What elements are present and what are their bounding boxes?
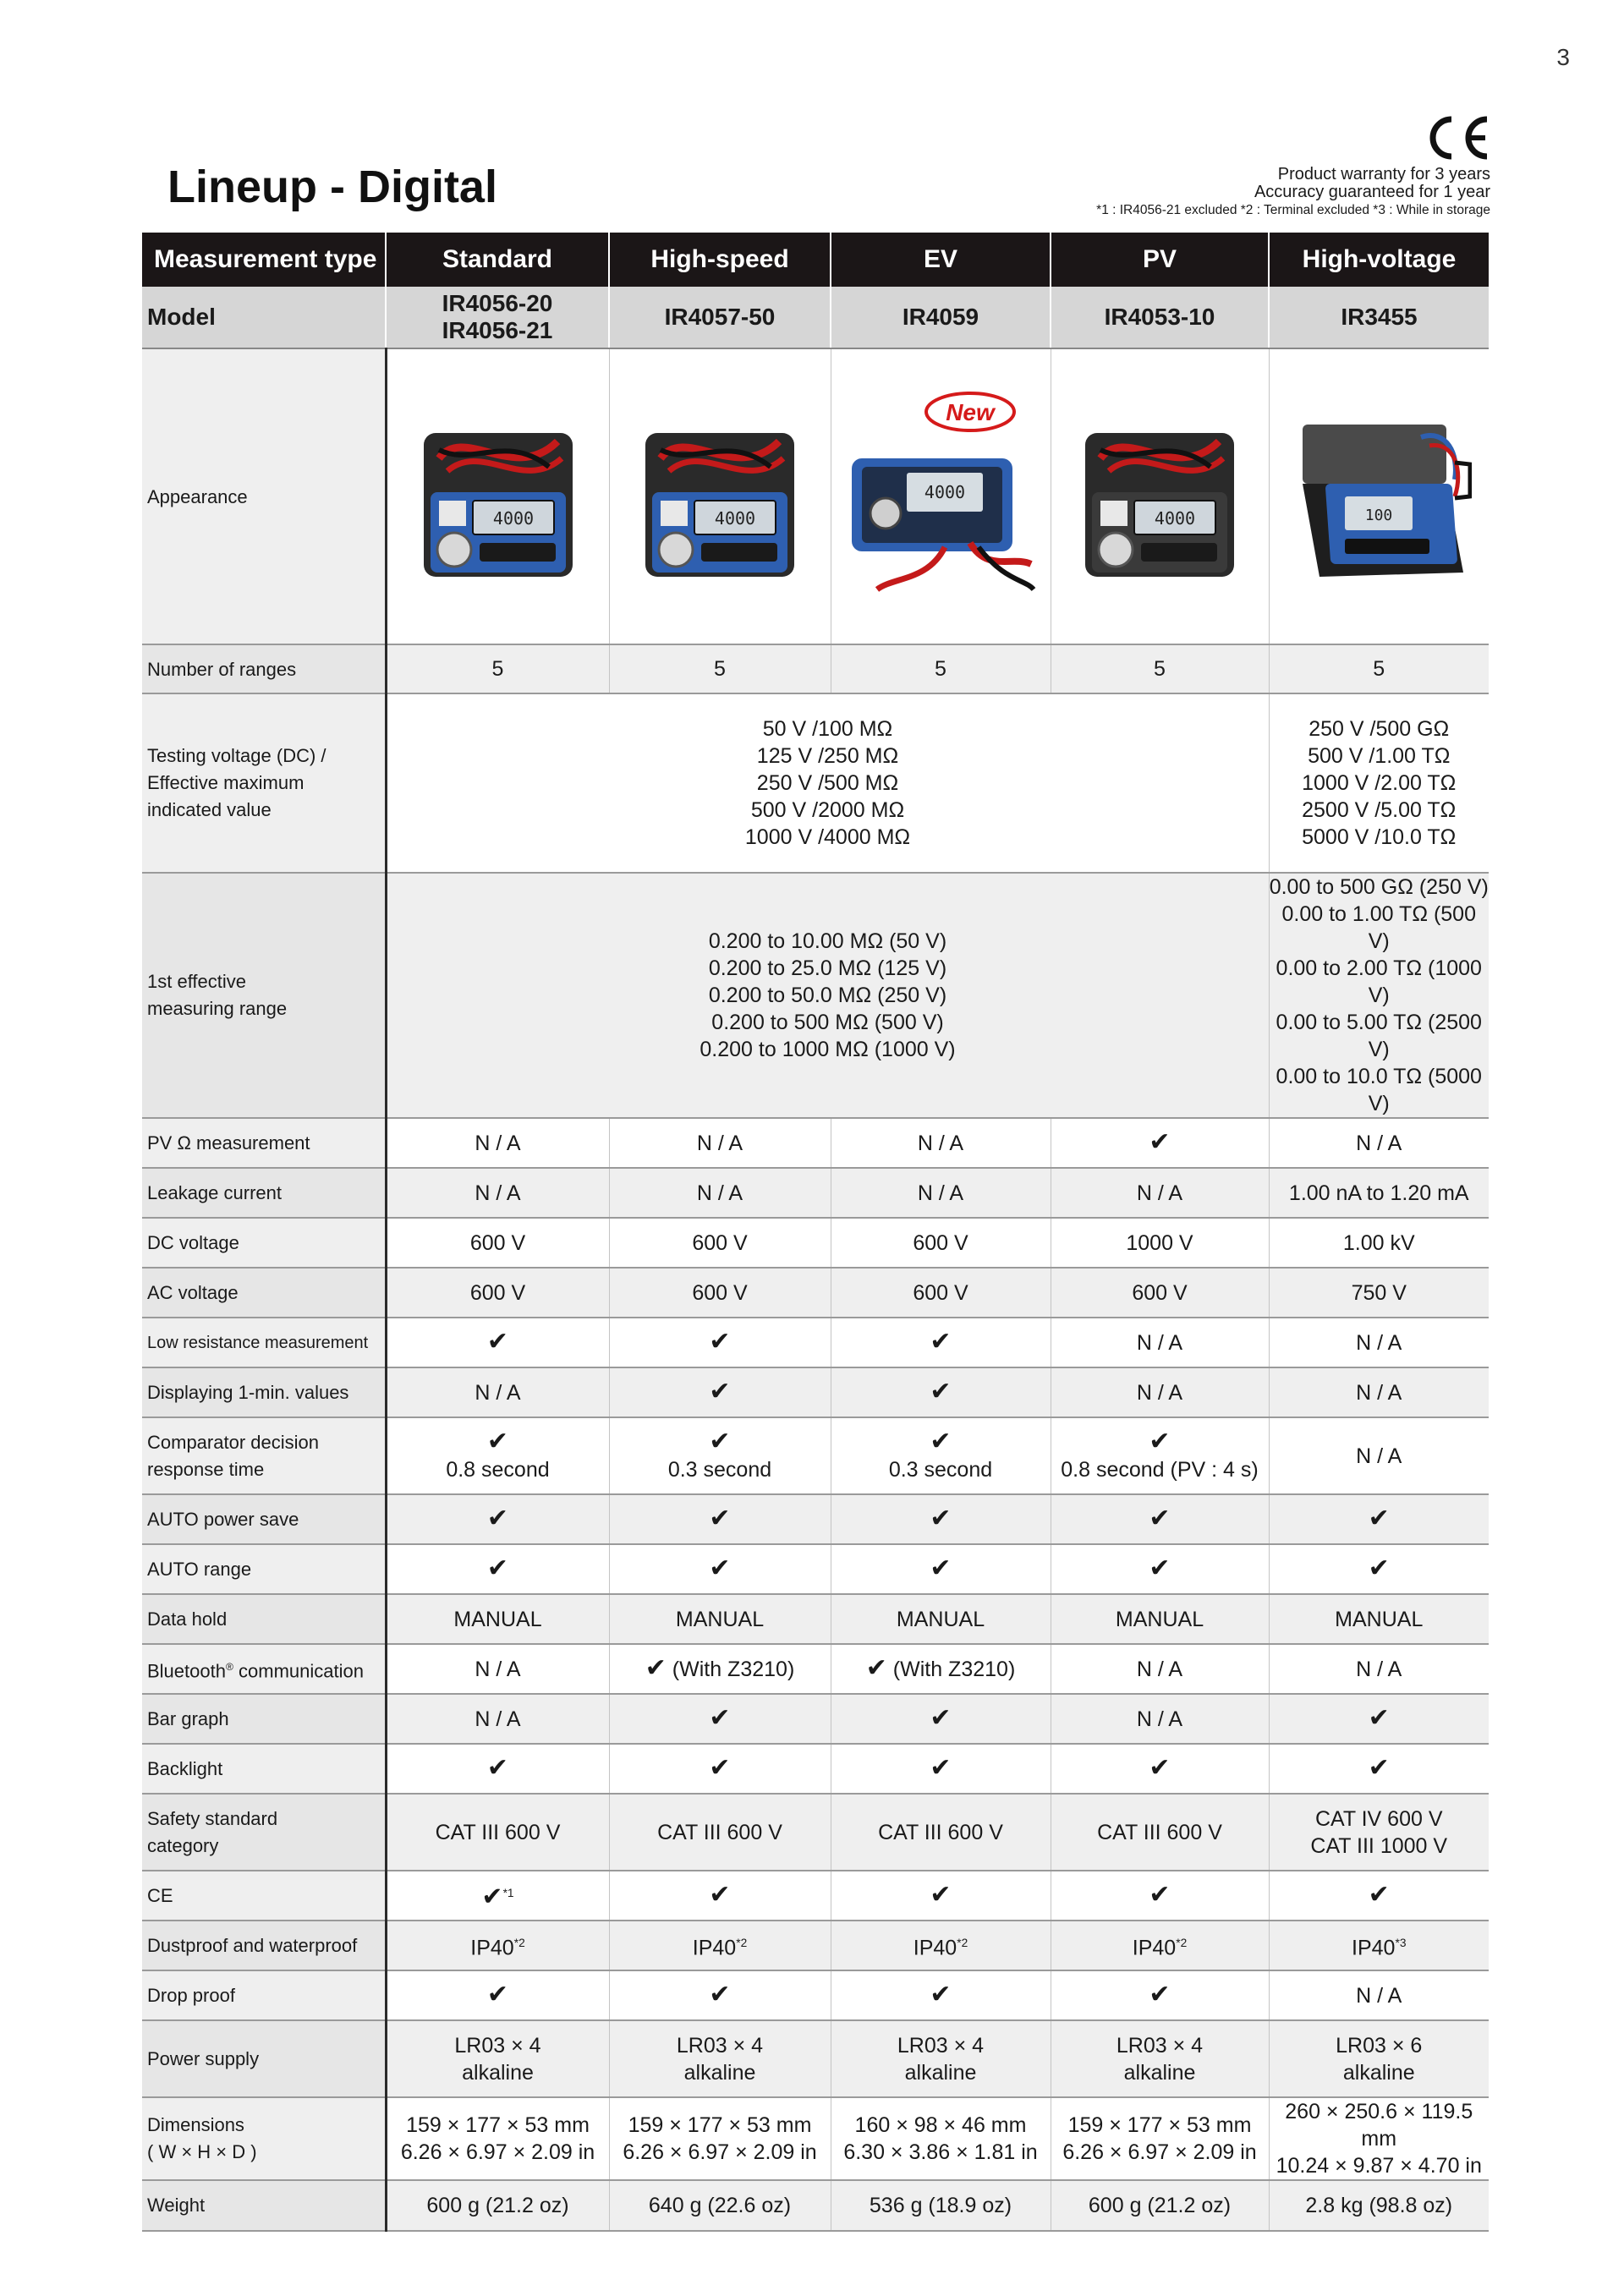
svg-text:4000: 4000 (1154, 508, 1196, 529)
notes (1096, 166, 1490, 219)
weight-value: 640 g (22.6 oz) (609, 2180, 831, 2231)
weight-value: 2.8 kg (98.8 oz) (1269, 2180, 1489, 2231)
data-hold-value: MANUAL (831, 1594, 1051, 1644)
auto-range-label: AUTO range (142, 1544, 386, 1594)
testing-voltage-common: 50 V /100 MΩ 125 V /250 MΩ 250 V /500 MΩ 500 V /2000 MΩ 1000 V /4000 MΩ (386, 693, 1269, 873)
dustproof-and-waterproof-value: IP40$^{*2}$ (1051, 1921, 1269, 1970)
displaying-1-min-values-row (142, 1367, 1489, 1417)
displaying-1-min-values-label: Displaying 1-min. values (142, 1367, 386, 1417)
power-supply-value: LR03 × 6 alkaline (1269, 2020, 1489, 2097)
pv-measurement-value: N / A (609, 1118, 831, 1168)
check-icon: ✔ (709, 1554, 731, 1582)
auto-range-value (1269, 1544, 1489, 1594)
safety-standard-value: CAT III 600 V (609, 1794, 831, 1871)
comparator-value: ✔ 0.3 second (831, 1417, 1051, 1494)
weight-row (142, 2180, 1489, 2231)
type-ev: EV (831, 233, 1051, 287)
backlight-value (1269, 1744, 1489, 1794)
check-icon: ✔ (486, 1427, 509, 1455)
leakage-current-value: N / A (1051, 1168, 1269, 1218)
check-icon: ✔ (1149, 1128, 1171, 1156)
check-icon: ✔ (709, 1504, 731, 1532)
displaying-1-min-values-value: N / A (1269, 1367, 1489, 1417)
backlight-label: Backlight (142, 1744, 386, 1794)
displaying-1-min-values-value: N / A (1051, 1367, 1269, 1417)
leakage-current-value: N / A (386, 1168, 609, 1218)
check-icon: ✔ (1149, 1754, 1171, 1782)
ranges-value: 5 (1269, 644, 1489, 693)
auto-power-save-row (142, 1494, 1489, 1544)
type-standard: Standard (386, 233, 609, 287)
pv-measurement-value: N / A (1269, 1118, 1489, 1168)
bar-graph-value (609, 1694, 831, 1744)
model-high-speed: IR4057-50 (609, 287, 831, 348)
displaying-1-min-values-value (609, 1367, 831, 1417)
bar-graph-value: N / A (1051, 1694, 1269, 1744)
ranges-label: Number of ranges (142, 644, 386, 693)
check-icon: ✔ (1368, 1504, 1390, 1532)
appearance-label: Appearance (142, 348, 386, 644)
power-supply-label: Power supply (142, 2020, 386, 2097)
type-high-speed: High-speed (609, 233, 831, 287)
model-standard: IR4056-20 IR4056-21 (386, 287, 609, 348)
model-row (142, 287, 1489, 348)
dustproof-and-waterproof-row (142, 1921, 1489, 1970)
check-icon: ✔ (1368, 1881, 1390, 1909)
bar-graph-value (831, 1694, 1051, 1744)
ac-voltage-value: 600 V (1051, 1268, 1269, 1318)
drop-proof-value (609, 1970, 831, 2020)
footnotes: *1 : IR4056-21 excluded *2 : Terminal excluded *3 : While in storage (1096, 203, 1490, 217)
testing-voltage-label: Testing voltage (DC) / Effective maximum indicated value (142, 693, 386, 873)
pv-measurement-value: N / A (831, 1118, 1051, 1168)
pv-measurement-value: N / A (386, 1118, 609, 1168)
accuracy-note: Accuracy guaranteed for 1 year (1254, 183, 1490, 201)
ac-voltage-value: 750 V (1269, 1268, 1489, 1318)
dustproof-and-waterproof-value: IP40$^{*2}$ (386, 1921, 609, 1970)
model-label: Model (142, 287, 386, 348)
bluetooth-communication-label: Bluetooth® communication (142, 1644, 386, 1694)
backlight-value (1051, 1744, 1269, 1794)
pv-measurement-row (142, 1118, 1489, 1168)
safety-standard-value: CAT IV 600 V CAT III 1000 V (1269, 1794, 1489, 1871)
weight-value: 536 g (18.9 oz) (831, 2180, 1051, 2231)
data-hold-label: Data hold (142, 1594, 386, 1644)
ranges-value: 5 (1051, 644, 1269, 693)
power-supply-value: LR03 × 4 alkaline (831, 2020, 1051, 2097)
leakage-current-row (142, 1168, 1489, 1218)
check-icon: ✔ (930, 1704, 952, 1732)
bluetooth-communication-value: ✔ (With Z3210) (609, 1644, 831, 1694)
low-resistance-measurement-row (142, 1318, 1489, 1367)
ce-row (142, 1871, 1489, 1921)
low-resistance-measurement-value (831, 1318, 1051, 1367)
comparator-value: ✔ 0.3 second (609, 1417, 831, 1494)
check-icon: ✔ (1368, 1754, 1390, 1782)
leakage-current-label: Leakage current (142, 1168, 386, 1218)
measuring-range-row (142, 873, 1489, 1118)
measurement-type-row (142, 233, 1489, 287)
dc-voltage-value: 1.00 kV (1269, 1218, 1489, 1268)
ranges-row (142, 644, 1489, 693)
check-icon: ✔ (930, 1554, 952, 1582)
data-hold-value: MANUAL (1051, 1594, 1269, 1644)
check-icon: ✔ (709, 1328, 731, 1356)
safety-standard-label: Safety standard category (142, 1794, 386, 1871)
meter-standard-image (414, 408, 583, 585)
bluetooth-communication-value: ✔ (With Z3210) (831, 1644, 1051, 1694)
low-resistance-measurement-value (609, 1318, 831, 1367)
comparator-row (142, 1417, 1489, 1494)
drop-proof-value (831, 1970, 1051, 2020)
ac-voltage-label: AC voltage (142, 1268, 386, 1318)
model-pv: IR4053-10 (1051, 287, 1269, 348)
dustproof-and-waterproof-value: IP40$^{*2}$ (831, 1921, 1051, 1970)
check-icon: ✔ (930, 1328, 952, 1356)
data-hold-row (142, 1594, 1489, 1644)
bluetooth-communication-value: N / A (386, 1644, 609, 1694)
drop-proof-value (386, 1970, 609, 2020)
check-icon: ✔ (930, 1378, 952, 1406)
check-icon: ✔ (486, 1328, 509, 1356)
low-resistance-measurement-value: N / A (1269, 1318, 1489, 1367)
ce-mark-icon (1424, 114, 1490, 162)
dc-voltage-value: 1000 V (1051, 1218, 1269, 1268)
auto-power-save-label: AUTO power save (142, 1494, 386, 1544)
auto-power-save-value (1051, 1494, 1269, 1544)
appearance-high-voltage (1269, 348, 1489, 644)
backlight-value (609, 1744, 831, 1794)
ce-value (1269, 1871, 1489, 1921)
comparator-value: N / A (1269, 1417, 1489, 1494)
check-icon: ✔ (930, 1427, 952, 1455)
ranges-value: 5 (609, 644, 831, 693)
auto-power-save-value (1269, 1494, 1489, 1544)
ce-value (609, 1871, 831, 1921)
ac-voltage-value: 600 V (609, 1268, 831, 1318)
check-icon: ✔ (486, 1981, 509, 2008)
check-icon: ✔ (709, 1704, 731, 1732)
svg-text:4000: 4000 (492, 508, 534, 529)
leakage-current-value: N / A (831, 1168, 1051, 1218)
comparator-value: ✔ 0.8 second (PV : 4 s) (1051, 1417, 1269, 1494)
auto-range-value (609, 1544, 831, 1594)
check-icon: ✔ (1368, 1554, 1390, 1582)
bar-graph-label: Bar graph (142, 1694, 386, 1744)
check-icon: ✔ (930, 1881, 952, 1909)
safety-standard-value: CAT III 600 V (831, 1794, 1051, 1871)
bluetooth-communication-value: N / A (1269, 1644, 1489, 1694)
dc-voltage-value: 600 V (609, 1218, 831, 1268)
meter-high-speed-image (635, 408, 804, 585)
comparator-value: ✔ 0.8 second (386, 1417, 609, 1494)
check-icon: ✔ (1149, 1881, 1171, 1909)
model-ev: IR4059 (831, 287, 1051, 348)
check-icon: ✔ (1149, 1981, 1171, 2008)
dc-voltage-label: DC voltage (142, 1218, 386, 1268)
dimensions-value: 159 × 177 × 53 mm 6.26 × 6.97 × 2.09 in (1051, 2097, 1269, 2180)
check-icon: ✔ (1149, 1554, 1171, 1582)
bar-graph-row (142, 1694, 1489, 1744)
lineup-table (142, 233, 1489, 2232)
auto-range-value (386, 1544, 609, 1594)
dustproof-and-waterproof-value: IP40$^{*3}$ (1269, 1921, 1489, 1970)
testing-voltage-hv: 250 V /500 GΩ 500 V /1.00 TΩ 1000 V /2.00 TΩ 2500 V /5.00 TΩ 5000 V /10.0 TΩ (1269, 693, 1489, 873)
dimensions-row (142, 2097, 1489, 2180)
measuring-range-label: 1st effective measuring range (142, 873, 386, 1118)
power-supply-row (142, 2020, 1489, 2097)
drop-proof-row (142, 1970, 1489, 2020)
displaying-1-min-values-value: N / A (386, 1367, 609, 1417)
displaying-1-min-values-value (831, 1367, 1051, 1417)
check-icon: ✔ (865, 1654, 887, 1682)
low-resistance-measurement-label: Low resistance measurement (142, 1318, 386, 1367)
dimensions-value: 159 × 177 × 53 mm 6.26 × 6.97 × 2.09 in (609, 2097, 831, 2180)
safety-standard-value: CAT III 600 V (386, 1794, 609, 1871)
bluetooth-communication-value: N / A (1051, 1644, 1269, 1694)
check-icon: ✔ (486, 1554, 509, 1582)
appearance-high-speed (609, 348, 831, 644)
dc-voltage-value: 600 V (386, 1218, 609, 1268)
power-supply-value: LR03 × 4 alkaline (386, 2020, 609, 2097)
pv-measurement-value (1051, 1118, 1269, 1168)
dustproof-and-waterproof-value: IP40$^{*2}$ (609, 1921, 831, 1970)
appearance-pv (1051, 348, 1269, 644)
auto-range-value (831, 1544, 1051, 1594)
page-title: Lineup - Digital (167, 162, 497, 212)
dimensions-value: 160 × 98 × 46 mm 6.30 × 3.86 × 1.81 in (831, 2097, 1051, 2180)
dc-voltage-value: 600 V (831, 1218, 1051, 1268)
ce-value (1051, 1871, 1269, 1921)
check-icon: ✔ (1149, 1504, 1171, 1532)
check-icon: ✔ (709, 1981, 731, 2008)
bluetooth-communication-row (142, 1644, 1489, 1694)
check-icon: ✔ (930, 1981, 952, 2008)
check-icon: ✔ (486, 1754, 509, 1782)
measuring-range-common: 0.200 to 10.00 MΩ (50 V) 0.200 to 25.0 MΩ (125 V) 0.200 to 50.0 MΩ (250 V) 0.200 to 500 MΩ (500 V) 0.200 to 1000 MΩ (1000 V) (386, 873, 1269, 1118)
measuring-range-hv: 0.00 to 500 GΩ (250 V) 0.00 to 1.00 TΩ (500 V) 0.00 to 2.00 TΩ (1000 V) 0.00 to 5.00 TΩ (2500 V) 0.00 to 10.0 TΩ (5000 V) (1269, 873, 1489, 1118)
low-resistance-measurement-value (386, 1318, 609, 1367)
backlight-value (831, 1744, 1051, 1794)
ce-label: CE (142, 1871, 386, 1921)
dimensions-label: Dimensions ( W × H × D ) (142, 2097, 386, 2180)
comparator-label: Comparator decision response time (142, 1417, 386, 1494)
leakage-current-value: N / A (609, 1168, 831, 1218)
drop-proof-value (1051, 1970, 1269, 2020)
check-icon: ✔ (930, 1754, 952, 1782)
appearance-row (142, 348, 1489, 644)
appearance-ev (831, 348, 1051, 644)
svg-text:100: 100 (1364, 507, 1393, 524)
weight-value: 600 g (21.2 oz) (1051, 2180, 1269, 2231)
low-resistance-measurement-value: N / A (1051, 1318, 1269, 1367)
auto-power-save-value (386, 1494, 609, 1544)
check-icon: ✔ (709, 1881, 731, 1909)
appearance-standard (386, 348, 609, 644)
ce-value (831, 1871, 1051, 1921)
svg-text:New: New (946, 399, 995, 425)
power-supply-value: LR03 × 4 alkaline (609, 2020, 831, 2097)
testing-voltage-row (142, 693, 1489, 873)
bar-graph-value (1269, 1694, 1489, 1744)
data-hold-value: MANUAL (609, 1594, 831, 1644)
auto-range-row (142, 1544, 1489, 1594)
weight-label: Weight (142, 2180, 386, 2231)
auto-power-save-value (831, 1494, 1051, 1544)
backlight-value (386, 1744, 609, 1794)
safety-standard-value: CAT III 600 V (1051, 1794, 1269, 1871)
check-icon: ✔ (1149, 1427, 1171, 1455)
auto-range-value (1051, 1544, 1269, 1594)
ac-voltage-value: 600 V (386, 1268, 609, 1318)
data-hold-value: MANUAL (1269, 1594, 1489, 1644)
meter-pv-image (1075, 408, 1244, 585)
type-pv: PV (1051, 233, 1269, 287)
warranty-note: Product warranty for 3 years (1277, 165, 1490, 184)
dustproof-and-waterproof-label: Dustproof and waterproof (142, 1921, 386, 1970)
check-icon: ✔ (1368, 1704, 1390, 1732)
measurement-type-label: Measurement type (142, 233, 386, 287)
check-icon: ✔ (709, 1427, 731, 1455)
check-icon: ✔ (486, 1504, 509, 1532)
auto-power-save-value (609, 1494, 831, 1544)
backlight-row (142, 1744, 1489, 1794)
page-number: 3 (1556, 44, 1570, 70)
svg-text:4000: 4000 (924, 482, 966, 502)
power-supply-value: LR03 × 4 alkaline (1051, 2020, 1269, 2097)
check-icon: ✔ (930, 1504, 952, 1532)
bar-graph-value: N / A (386, 1694, 609, 1744)
leakage-current-value: 1.00 nA to 1.20 mA (1269, 1168, 1489, 1218)
check-icon: ✔ (645, 1654, 667, 1682)
ce-value: ✔$^{*1}$ (386, 1871, 609, 1921)
safety-standard-row (142, 1794, 1489, 1871)
meter-high-voltage-image (1286, 403, 1472, 589)
svg-text:4000: 4000 (714, 508, 756, 529)
check-icon: ✔ (481, 1882, 503, 1911)
dc-voltage-row (142, 1218, 1489, 1268)
ac-voltage-value: 600 V (831, 1268, 1051, 1318)
ac-voltage-row (142, 1268, 1489, 1318)
dimensions-value: 260 × 250.6 × 119.5 mm 10.24 × 9.87 × 4.70 in (1269, 2097, 1489, 2180)
model-high-voltage: IR3455 (1269, 287, 1489, 348)
ranges-value: 5 (386, 644, 609, 693)
check-icon: ✔ (709, 1378, 731, 1406)
data-hold-value: MANUAL (386, 1594, 609, 1644)
meter-ev-image (843, 386, 1038, 606)
check-icon: ✔ (709, 1754, 731, 1782)
ranges-value: 5 (831, 644, 1051, 693)
dimensions-value: 159 × 177 × 53 mm 6.26 × 6.97 × 2.09 in (386, 2097, 609, 2180)
type-high-voltage: High-voltage (1269, 233, 1489, 287)
weight-value: 600 g (21.2 oz) (386, 2180, 609, 2231)
pv-measurement-label: PV Ω measurement (142, 1118, 386, 1168)
drop-proof-label: Drop proof (142, 1970, 386, 2020)
drop-proof-value: N / A (1269, 1970, 1489, 2020)
